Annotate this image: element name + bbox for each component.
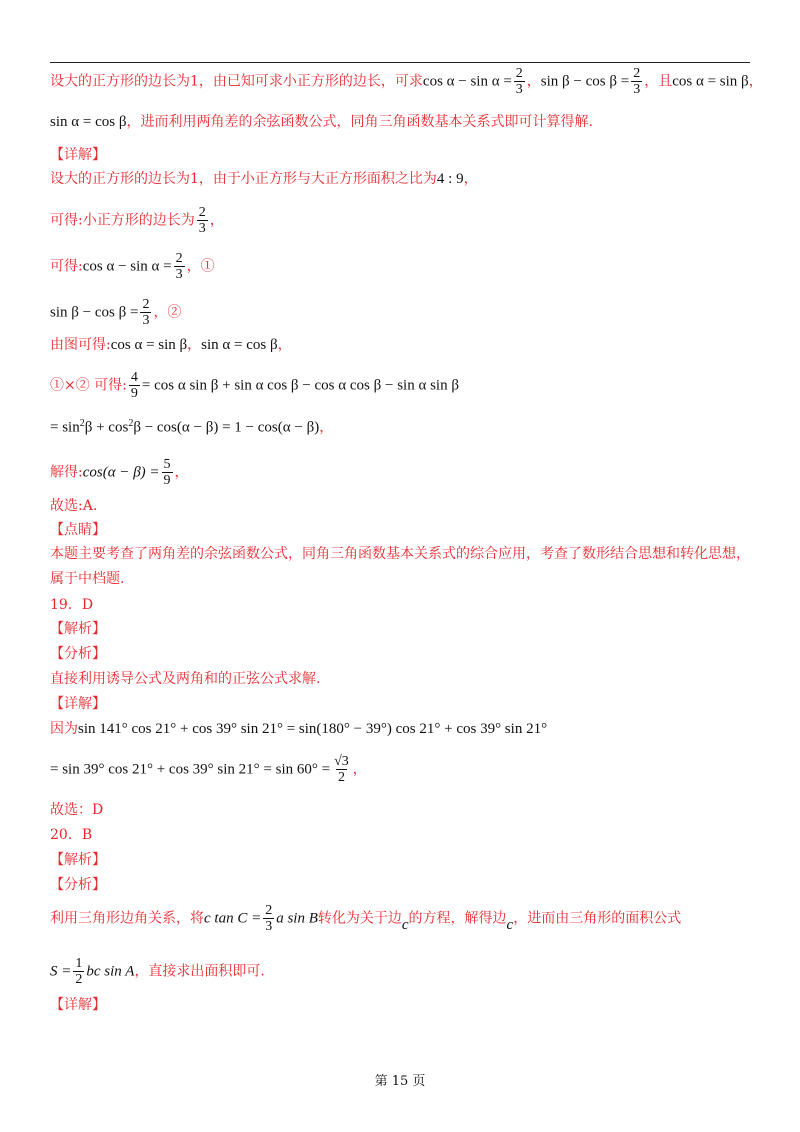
- numerator: 2: [142, 297, 150, 312]
- text: 可得:小正方形的边长为: [50, 212, 195, 229]
- fraction: [197, 205, 208, 236]
- formula: c: [401, 916, 409, 933]
- denominator: 3: [515, 82, 523, 97]
- section-heading-detail: 【详解】: [50, 147, 106, 163]
- numerator: √3: [334, 754, 349, 769]
- line-2: [50, 113, 593, 131]
- line-1: [50, 66, 763, 97]
- denominator: 2: [75, 972, 83, 987]
- formula: S =: [50, 963, 72, 980]
- formula: = sin 39° cos 21° + cos 39° sin 21° = sin 60° =: [50, 761, 331, 778]
- numerator: 2: [265, 903, 273, 918]
- section-heading-comment: 【点睛】: [50, 522, 106, 538]
- numerator: 1: [75, 956, 83, 971]
- header-rule: [50, 62, 750, 63]
- line-4: [50, 205, 224, 236]
- text: 设大的正方形的边长为1，由于小正方形与大正方形面积之比为: [50, 171, 437, 187]
- text: ①×② 可得:: [50, 377, 127, 394]
- formula: sin β − cos β =: [540, 73, 630, 90]
- text: ，: [463, 171, 478, 187]
- line-3: [50, 170, 478, 188]
- line-9: [50, 415, 333, 437]
- formula: cos α − sin α =: [82, 258, 172, 275]
- line-10: [50, 457, 189, 488]
- text: 因为: [50, 721, 78, 737]
- text: ，: [187, 337, 202, 353]
- question-19-answer: 19．D: [50, 597, 94, 613]
- text: ，: [319, 419, 334, 436]
- fraction: [174, 251, 185, 282]
- section-heading-detail: 【详解】: [50, 696, 106, 712]
- text: ，进而利用两角差的余弦函数公式，同角三角函数基本关系式即可计算得解.: [126, 114, 593, 130]
- line-19: [50, 956, 265, 987]
- fraction: [332, 754, 351, 785]
- exponent: 2: [128, 418, 134, 429]
- text: 利用三角形边角关系，将: [50, 910, 204, 927]
- numerator: 2: [633, 66, 641, 81]
- line-17: 故选：D: [50, 802, 104, 818]
- fraction: [73, 956, 84, 987]
- formula: 4 : 9: [436, 171, 464, 187]
- section-heading-analysis: 【解析】: [50, 852, 106, 868]
- fraction: [514, 66, 525, 97]
- line-5: [50, 251, 215, 282]
- denominator: 9: [130, 386, 138, 401]
- question-20-answer: 20．B: [50, 827, 93, 843]
- fraction: [162, 457, 173, 488]
- numerator: 5: [163, 457, 171, 472]
- line-15: [50, 720, 547, 738]
- numerator: 2: [175, 251, 183, 266]
- line-7: [50, 336, 292, 354]
- formula: cos(α − β) =: [82, 464, 160, 481]
- formula: sin 141° cos 21° + cos 39° sin 21° = sin(180° − 39°) cos 21° + cos 39° sin 21°: [78, 721, 548, 737]
- text: ，: [526, 73, 541, 90]
- line-16: [50, 754, 367, 785]
- formula: sin β − cos β =: [50, 304, 139, 321]
- section-heading-detail: 【详解】: [50, 997, 106, 1013]
- exponent: 2: [79, 418, 85, 429]
- text: ，②: [153, 304, 182, 321]
- formula: bc sin A: [86, 963, 135, 980]
- text: 解得:: [50, 464, 83, 481]
- formula: c tan C =: [204, 910, 262, 927]
- fraction: [631, 66, 642, 97]
- denominator: 2: [337, 770, 345, 785]
- fraction: [129, 370, 140, 401]
- section-heading-analysis: 【解析】: [50, 621, 106, 637]
- page-number: 第 15 页: [374, 1074, 426, 1089]
- text: ，: [277, 337, 292, 353]
- denominator: 3: [175, 267, 183, 282]
- denominator: 9: [163, 473, 171, 488]
- line-11: 故选:A.: [50, 498, 98, 514]
- line-13: 属于中档题.: [50, 571, 125, 587]
- text: ，: [209, 212, 224, 229]
- formula: a sin B: [276, 910, 318, 927]
- denominator: 3: [265, 919, 273, 934]
- formula: cos α = sin β: [110, 337, 188, 353]
- line-6: [50, 297, 181, 328]
- numerator: 4: [130, 370, 138, 385]
- text: ，进而由三角形的面积公式: [513, 910, 682, 927]
- formula: cos α − sin α =: [422, 73, 512, 90]
- text: ，①: [186, 258, 215, 275]
- formula: c: [506, 916, 514, 933]
- formula: β + cos: [84, 419, 129, 436]
- denominator: 3: [633, 82, 641, 97]
- formula: = cos α sin β + sin α cos β − cos α cos β − sin α sin β: [141, 377, 459, 394]
- fraction: [140, 297, 151, 328]
- formula: sin α = cos β: [201, 337, 278, 353]
- line-12: 本题主要考查了两角差的余弦函数公式，同角三角函数基本关系式的综合应用，考查了数形结合思想和转化思想，: [50, 546, 750, 562]
- line-8: [50, 370, 459, 401]
- section-heading-reasoning: 【分析】: [50, 877, 106, 893]
- text: ，: [748, 73, 763, 90]
- text: 的方程，解得边: [408, 910, 507, 927]
- text: ，且: [644, 73, 673, 90]
- text: 由图可得:: [50, 337, 111, 353]
- text: 设大的正方形的边长为1，由已知可求小正方形的边长，可求: [50, 73, 423, 90]
- section-heading-reasoning: 【分析】: [50, 646, 106, 662]
- numerator: 2: [515, 66, 523, 81]
- text: 可得:: [50, 258, 83, 275]
- denominator: 3: [198, 221, 206, 236]
- formula: sin α = cos β: [50, 114, 127, 130]
- numerator: 2: [198, 205, 206, 220]
- text: ，直接求出面积即可.: [134, 963, 265, 980]
- formula: = sin: [50, 419, 80, 436]
- formula: cos α = sin β: [672, 73, 749, 90]
- denominator: 3: [142, 313, 150, 328]
- fraction: [263, 903, 274, 934]
- formula: β − cos(α − β) = 1 − cos(α − β): [133, 419, 320, 436]
- line-18: [50, 903, 681, 934]
- text: ，: [352, 761, 367, 778]
- text: 转化为关于边: [317, 910, 402, 927]
- line-14: 直接利用诱导公式及两角和的正弦公式求解.: [50, 671, 321, 687]
- text: ，: [174, 464, 189, 481]
